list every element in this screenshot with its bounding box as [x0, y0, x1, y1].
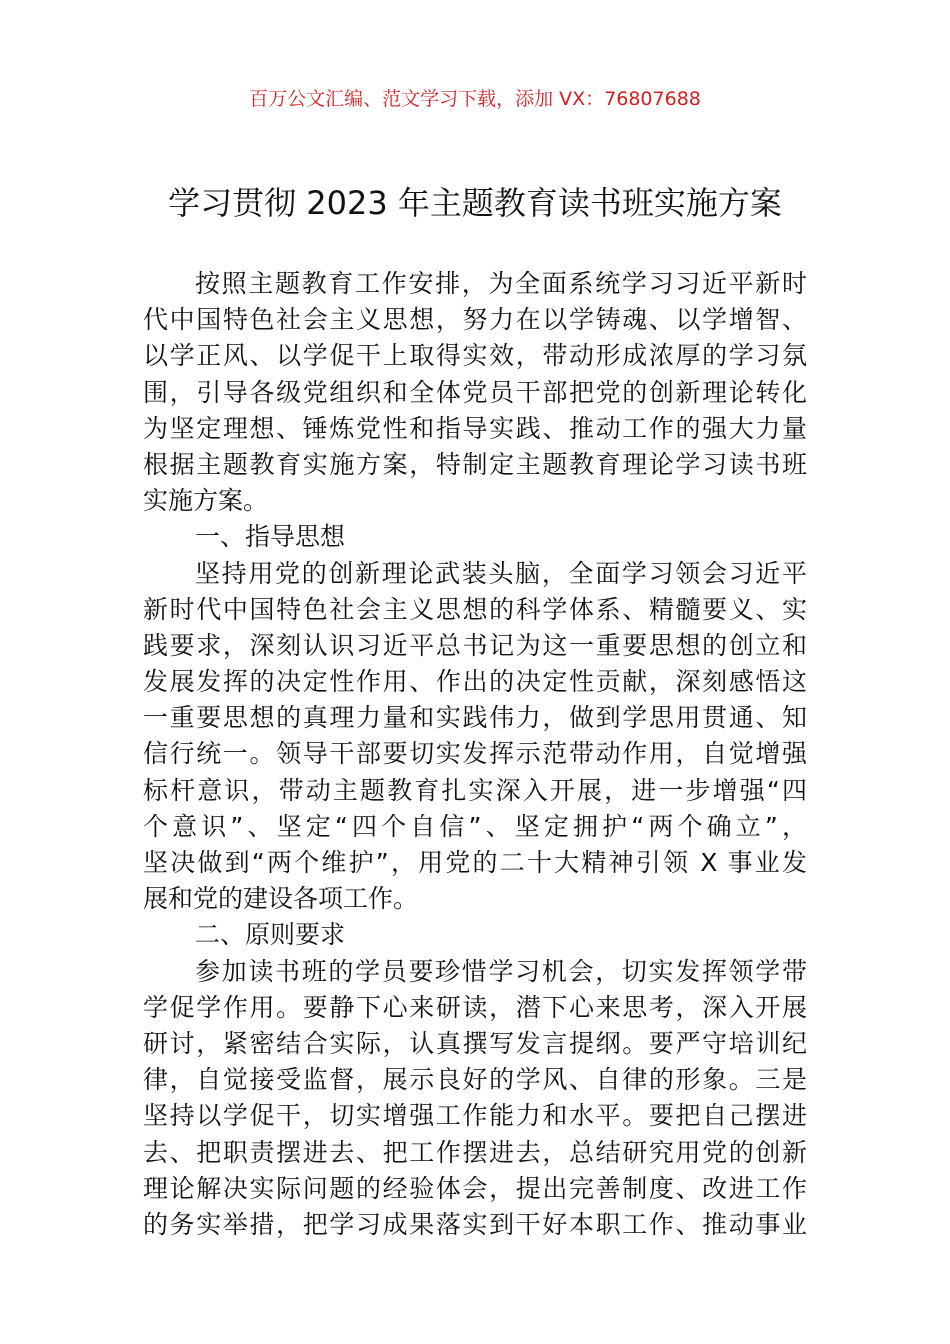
text-line: 参加读书班的学员要珍惜学习机会，切实发挥领学带	[195, 956, 807, 986]
text-line: 为坚定理想、锤炼党性和指导实践、推动工作的强大力量	[143, 413, 807, 443]
page-title: 学习贯彻 2023 年主题教育读书班实施方案	[168, 184, 782, 222]
text-line: 信行统一。领导干部要切实发挥示范带动作用，自觉增强	[143, 739, 807, 769]
text-line: 理论解决实际问题的经验体会，提出完善制度、改进工作	[143, 1173, 807, 1203]
text-line: 代中国特色社会主义思想，努力在以学铸魂、以学增智、	[143, 305, 807, 335]
text-line: 学促学作用。要静下心来研读，潜下心来思考，深入开展	[143, 992, 807, 1022]
text-line: 一重要思想的真理力量和实践伟力，做到学思用贯通、知	[143, 703, 807, 733]
text-line: 的务实举措，把学习成果落实到干好本职工作、推动事业	[143, 1209, 807, 1239]
text-line: 个意识”、坚定“四个自信”、坚定拥护“两个确立”，	[143, 811, 807, 841]
text-line: 标杆意识，带动主题教育扎实深入开展，进一步增强“四	[143, 775, 807, 805]
text-line: 研讨，紧密结合实际，认真撰写发言提纲。要严守培训纪	[143, 1028, 807, 1058]
text-line: 展和党的建设各项工作。	[143, 884, 419, 914]
text-line: 去、把职责摆进去、把工作摆进去，总结研究用党的创新	[143, 1137, 807, 1167]
text-line: 践要求，深刻认识习近平总书记为这一重要思想的创立和	[143, 630, 807, 660]
text-line: 二、原则要求	[195, 920, 346, 950]
text-line: 律，自觉接受监督，展示良好的学风、自律的形象。三是	[143, 1065, 807, 1095]
text-line: 实施方案。	[143, 486, 269, 516]
text-line: 以学正风、以学促干上取得实效，带动形成浓厚的学习氛	[143, 341, 807, 371]
text-line: 按照主题教育工作安排，为全面系统学习习近平新时	[195, 269, 807, 298]
text-line: 一、指导思想	[195, 522, 346, 552]
header-note: 百万公文汇编、范文学习下载，添加 VX：76807688	[249, 88, 701, 110]
text-line: 围，引导各级党组织和全体党员干部把党的创新理论转化	[143, 377, 807, 407]
text-line: 坚决做到“两个维护”，用党的二十大精神引领 X 事业发	[143, 848, 807, 877]
document-body	[143, 266, 807, 1243]
text-line: 坚持以学促干，切实增强工作能力和水平。要把自己摆进	[143, 1101, 807, 1131]
text-line: 新时代中国特色社会主义思想的科学体系、精髓要义、实	[143, 594, 807, 624]
text-line: 发展发挥的决定性作用、作出的决定性贡献，深刻感悟这	[143, 667, 807, 697]
text-line: 根据主题教育实施方案，特制定主题教育理论学习读书班	[143, 449, 807, 479]
text-line: 坚持用党的创新理论武装头脑，全面学习领会习近平	[195, 558, 807, 588]
